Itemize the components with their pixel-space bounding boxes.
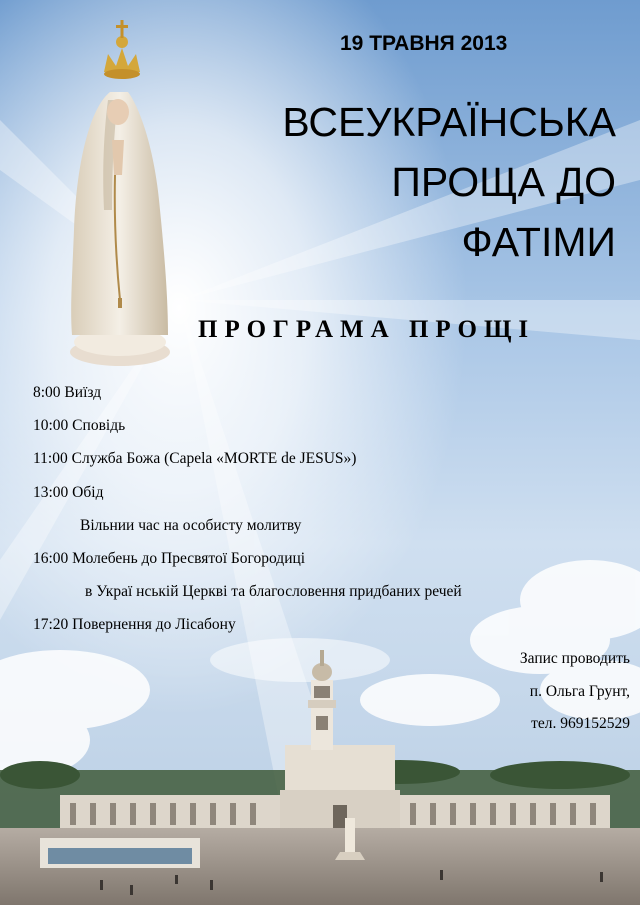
schedule-item: 17:20 Повернення до Лісабону [33,616,236,633]
schedule-item: 13:00 Обід [33,484,104,501]
schedule-item: 8:00 Виїзд [33,384,102,401]
schedule-item: 16:00 Молебень до Пресвятої Богородиці [33,550,306,567]
schedule-item: 11:00 Служба Божа (Capela «MORTE de JESUS») [33,450,357,467]
schedule-item: в Украї нській Церкві та благословення придбаних речей [85,583,462,600]
schedule-item: 10:00 Сповідь [33,417,126,434]
title-line: ПРОЩА ДО [391,159,616,205]
title-line: ФАТІМИ [461,219,616,265]
event-date: 19 ТРАВНЯ 2013 [340,32,508,55]
title-line: ВСЕУКРАЇНСЬКА [282,99,616,145]
program-heading: ПРОГРАМА ПРОЩІ [198,316,536,343]
contact-phone: тел. 969152529 [531,715,630,732]
contact-line: Запис проводить [519,650,630,667]
schedule-item: Вільнии час на особисту молитву [80,517,302,534]
poster-title [196,92,616,272]
contact-name: п. Ольга Грунт, [529,683,630,700]
